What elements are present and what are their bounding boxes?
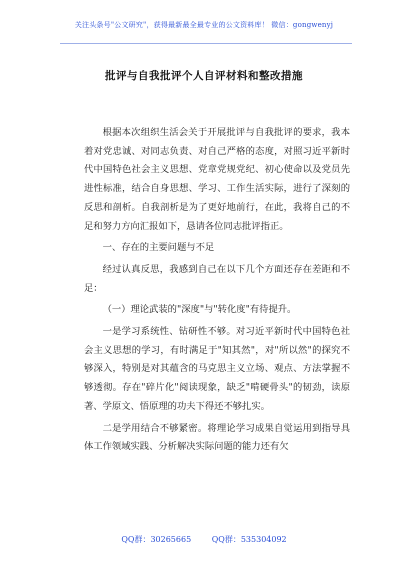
section-heading: 一、存在的主要问题与不足 (102, 242, 215, 254)
paragraph: 一是学习系统性、钻研性不够。对习近平新时代中国特色社会主义思想的学习，有时满足于"知其然"，对"所以然"的探究不够深入，特别是对其蕴含的马克思主义立场、观点、方法掌握不够透彻。存在"碎片化"阅读现象，缺乏"啃硬骨头"的韧劲，读原著、学原文、悟原理的功夫下得还不够扎实。 (84, 326, 350, 412)
subsection-heading: （一）理论武装的"深度"与"转化度"有待提升。 (102, 304, 297, 316)
intro-paragraph: 根据本次组织生活会关于开展批评与自我批评的要求，我本着对党忠诚、对同志负责、对自己严格的态度，对照习近平新时代中国特色社会主义思想、党章党规党纪、初心使命以及党员先进性标准，结合自身思想、学习、工作生活实际，进行了深刻的反思和剖析。自我剖析是为了更好地前行，在此，我将自己的不足和努力方向汇报如下，恳请各位同志批评指正。 (84, 127, 350, 232)
document-body (84, 124, 350, 460)
contact-footer (0, 534, 408, 545)
paragraph: 二是学用结合不够紧密。将理论学习成果自觉运用到指导具体工作领域实践、分析解决实际问题的能力还有欠 (84, 422, 350, 453)
paragraph: 经过认真反思，我感到自己在以下几个方面还存在差距和不足： (84, 263, 350, 294)
qq-group-1: QQ群：30265665 (121, 535, 192, 544)
document-title: 批评与自我批评个人自评材料和整改措施 (105, 70, 303, 82)
qq-group-2: QQ群：535304092 (211, 535, 287, 544)
promo-header: 关注头条号"公文研究"，获得最新最全最专业的公文资料库！ 微信：gongwenyj (74, 21, 334, 29)
header-divider (60, 43, 352, 44)
